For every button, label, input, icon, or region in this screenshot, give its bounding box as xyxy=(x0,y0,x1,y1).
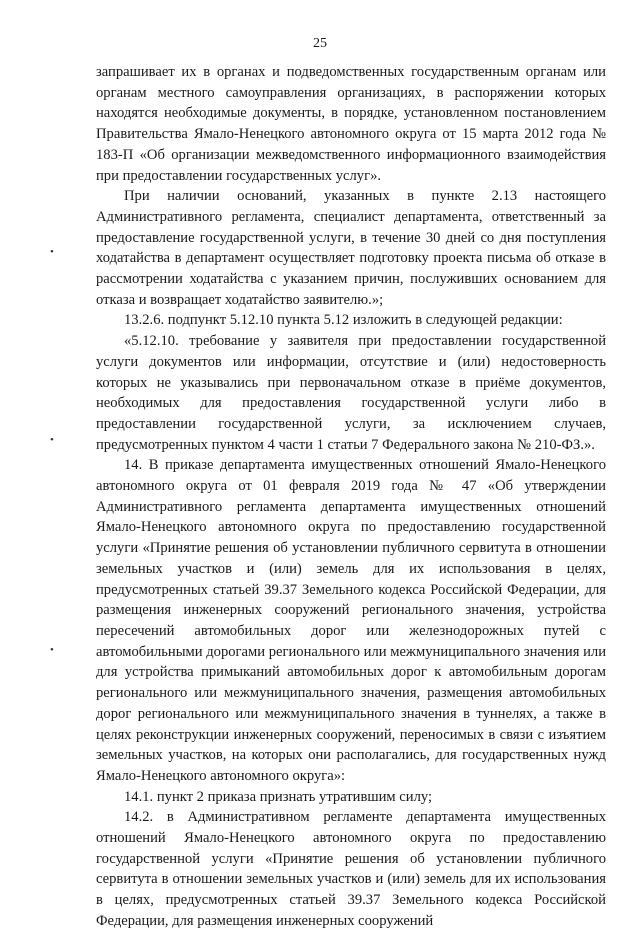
paragraph-14-1: 14.1. пункт 2 приказа признать утратившим силу; xyxy=(124,788,433,805)
margin-mark: • xyxy=(50,644,54,656)
paragraph-continuation: запрашивает их в органах и подведомственных государственным органам или органам местного самоуправления организациях, в распоряжении которых находятся необходимые документы, в порядке, установленном постановлением Правительства Ямало-Ненецкого автономного округа от 15 марта 2012 года № 183-П «Об организации межведомственного информационного взаимодействия при предоставлении государственных услуг». xyxy=(96,64,606,184)
margin-mark: • xyxy=(50,434,54,446)
page-number: 25 xyxy=(313,36,327,51)
paragraph-14-2: 14.2. в Административном регламенте департамента имущественных отношений Ямало-Ненецкого автономного округа по предоставлению государственной услуги «Принятие решения об установлении публичного сервитута в отношении земельных участков и (или) земель для их использования в целях, предусмотренных статьей 39.37 Земельного кодекса Российской Федерации, для размещения инженерных сооружений xyxy=(96,809,606,929)
paragraph-14: 14. В приказе департамента имущественных отношений Ямало-Ненецкого автономного округа от 01 февраля 2019 года № 47 «Об утверждении Административного регламента департамента имущественных отношений Ямало-Ненецкого автономного округа по предоставлению государственной услуги «Принятие решения об установлении публичного сервитута в отношении земельных участков и (или) земель для их использования в целях, предусмотренных статьей 39.37 Земельного кодекса Российской Федерации, для размещения инженерных сооружений регионального значения, устройства пересечений автомобильных дорог или железнодорожных путей с автомобильными дорогами регионального или межмуниципального значения или для устройства примыканий автомобильных дорог к автомобильным дорогам регионального или межмуниципального значения, размещения автомобильных дорог регионального или межмуниципального значения в туннелях, а также в целях реконструкции инженерных сооружений, переносимых в связи с изъятием земельных участков, на которых они располагались, для государственных нужд Ямало-Ненецкого автономного округа»: xyxy=(96,457,606,784)
document-body xyxy=(96,62,606,932)
paragraph-13-2-6: 13.2.6. подпункт 5.12.10 пункта 5.12 изложить в следующей редакции: xyxy=(124,312,563,329)
paragraph-refusal-procedure: При наличии оснований, указанных в пункте 2.13 настоящего Административного регламента, специалист департамента, ответственный за предоставление государственной услуги, в течение 30 дней со дня поступления ходатайства в департамент осуществляет подготовку проекта письма об отказе в рассмотрении ходатайства с указанием причин, послуживших основанием для отказа и возвращает ходатайство заявителю.»; xyxy=(96,188,606,308)
paragraph-5-12-10: «5.12.10. требование у заявителя при предоставлении государственной услуги документов или информации, отсутствие и (или) недостоверность которых не указывались при первоначальном отказе в приёме документов, необходимых для предоставления государственной услуги либо в предоставлении государственной услуги, за исключением случаев, предусмотренных пунктом 4 части 1 статьи 7 Федерального закона № 210-ФЗ.». xyxy=(96,333,606,453)
margin-mark: • xyxy=(50,246,54,258)
